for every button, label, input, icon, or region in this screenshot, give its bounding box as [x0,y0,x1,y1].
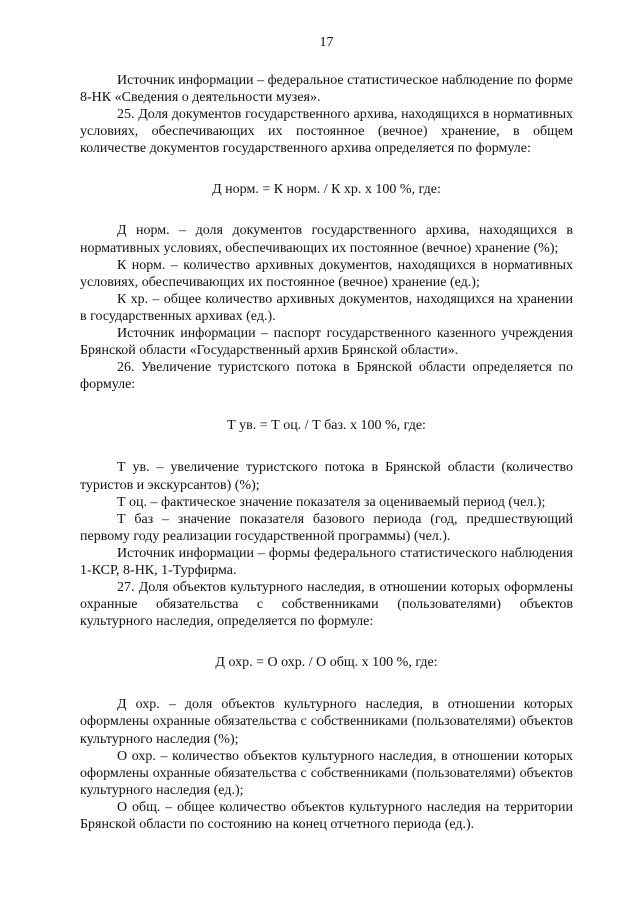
item-27-intro: 27. Доля объектов культурного наследия, в отношении которых оформлены охранные обязательства с собственниками (пользователями) объектов культурного наследия, определяется по формуле: [80,580,573,630]
page-number: 17 [319,35,334,50]
source-info-museum: Источник информации – федеральное статистическое наблюдение по форме 8-НК «Сведения о деятельности музея». [80,73,573,106]
item-26-intro: 26. Увеличение туристского потока в Брянской области определяется по формуле: [80,360,573,393]
definition-t-oc: Т оц. – фактическое значение показателя за оцениваемый период (чел.); [117,494,546,510]
definition-t-uv: Т ув. – увеличение туристского потока в Брянской области (количество туристов и экскурсантов) (%); [80,460,573,493]
formula-heritage-share: Д охр. = О охр. / О общ. х 100 %, где: [215,655,438,671]
item-25-intro: 25. Доля документов государственного архива, находящихся в нормативных условиях, обеспечивающих их постоянное (вечное) хранение, в общем количестве документов государственного архива определяется по формуле: [80,107,573,157]
formula-archive-share: Д норм. = К норм. / К хр. х 100 %, где: [212,182,441,198]
definition-o-ohr: О охр. – количество объектов культурного наследия, в отношении которых оформлены охранные обязательства с собственниками (пользователями) объектов культурного наследия (ед.); [80,748,573,798]
definition-k-hr: К хр. – общее количество архивных документов, находящихся на хранении в государственных архивах (ед.). [80,291,573,324]
source-info-archive: Источник информации – паспорт государственного казенного учреждения Брянской области «Государственный архив Брянской области». [80,326,573,359]
definition-k-norm: К норм. – количество архивных документов, находящихся в нормативных условиях, обеспечивающих их постоянное (вечное) хранение (ед.); [80,257,573,290]
formula-tourist-flow: Т ув. = Т оц. / Т баз. х 100 %, где: [227,418,426,434]
definition-d-norm: Д норм. – доля документов государственного архива, находящихся в нормативных условиях, обеспечивающих их постоянное (вечное) хранение (%); [80,223,573,256]
source-info-tourism: Источник информации – формы федерального статистического наблюдения 1-КСР, 8-НК, 1-Турфирма. [80,545,573,578]
definition-t-baz: Т баз – значение показателя базового периода (год, предшествующий первому году реализации государственной программы) (чел.). [80,511,573,544]
document-page [80,34,573,833]
definition-o-obsh: О общ. – общее количество объектов культурного наследия на территории Брянской области по состоянию на конец отчетного периода (ед.). [80,799,573,832]
definition-d-ohr: Д охр. – доля объектов культурного наследия, в отношении которых оформлены охранные обязательства с собственниками (пользователями) объектов культурного наследия (%); [80,697,573,747]
